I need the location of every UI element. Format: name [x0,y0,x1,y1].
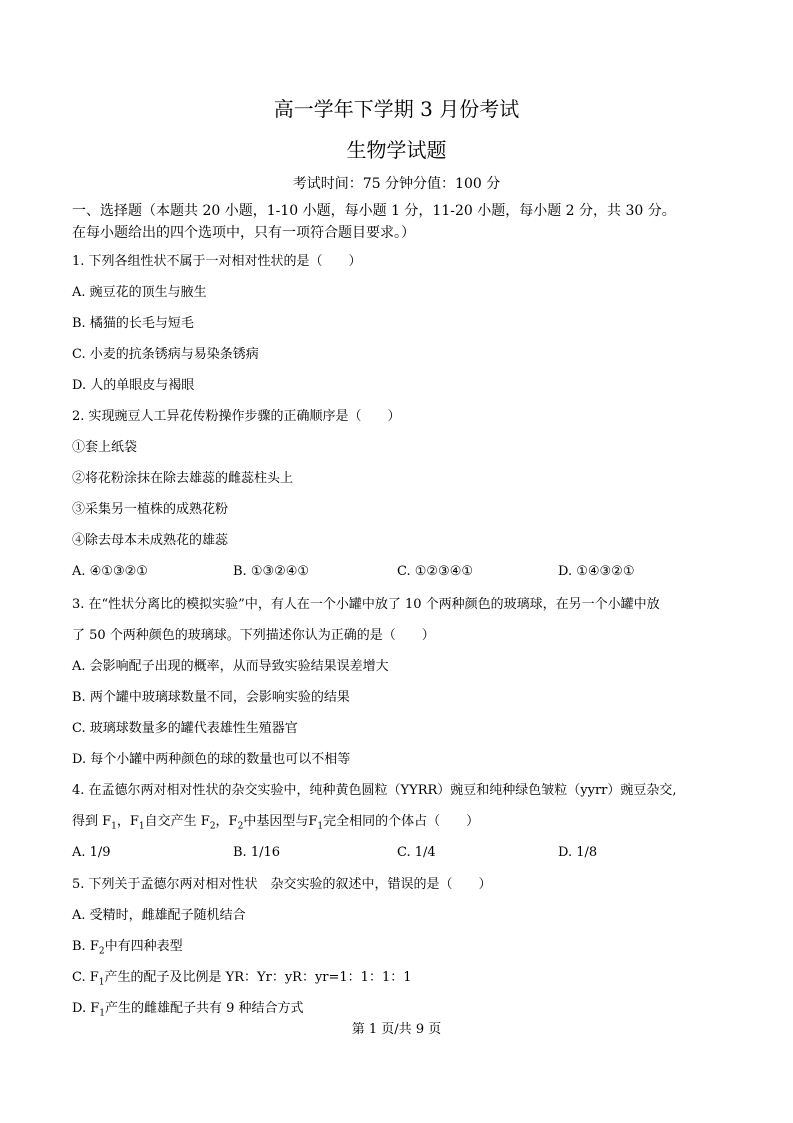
exam-info: 考试时间：75 分钟分值：100 分 [292,176,501,192]
q5-stem: 5. 下列关于孟德尔两对相对性状 杂交实验的叙述中，错误的是（ ） [72,877,492,892]
q3-option-b: B. 两个罐中玻璃球数量不同，会影响实验的结果 [72,690,350,705]
q2-option-b: B. ①③②④① [233,564,310,579]
q2-option-a: A. ④①③②① [72,564,148,579]
q5-option-c: C. $F_1$产生的配子及比例是 YR：Yr：yR：yr=1：1：1：1 [72,970,412,988]
section-heading-line2: 在每小题给出的四个选项中，只有一项符合题目要求。） [72,225,415,241]
q2-step-4: ④除去母本未成熟花的雄蕊 [72,533,229,548]
q3-option-c: C. 玻璃球数量多的罐代表雄性生殖器官 [72,721,298,736]
q3-stem-line2: 了 50 个两种颜色的玻璃球。下列描述你认为正确的是（ ） [72,628,435,643]
q5-option-a: A. 受精时，雌雄配子随机结合 [72,908,246,923]
section-heading-line1: 一、选择题（本题共 20 小题，1-10 小题，每小题 1 分，11-20 小题，每小题 2 分，共 30 分。 [72,203,676,219]
q5-option-b: B. $F_2$中有四种表型 [72,939,183,957]
exam-subject: 生物学试题 [346,138,447,162]
q4-option-c: C. 1/4 [397,845,436,860]
q2-step-3: ③采集另一植株的成熟花粉 [72,502,229,517]
q1-option-b: B. 橘猫的长毛与短毛 [72,316,194,331]
q3-option-d: D. 每个小罐中两种颜色的球的数量也可以不相等 [72,752,351,767]
q1-option-a: A. 豌豆花的顶生与腋生 [72,285,207,300]
q2-stem: 2. 实现豌豆人工异花传粉操作步骤的正确顺序是（ ） [72,409,401,424]
q2-option-d: D. ①④③②① [558,564,635,579]
q1-stem: 1. 下列各组性状不属于一对相对性状的是（ ） [72,254,362,269]
q2-step-2: ②将花粉涂抹在除去雄蕊的雌蕊柱头上 [72,471,294,486]
page-footer: 第 1 页/共 9 页 [351,1022,442,1037]
q4-stem-line2: 得到 $F_1$，$F_1$自交产生 $F_2$，$F_2$中基因型与$F_1$完全相同的个体占（ ） [72,814,480,832]
q4-stem-line1: 4. 在孟德尔两对相对性状的杂交实验中，纯种黄色圆粒（YYRR）豌豆和纯种绿色皱粒（yyrr）豌豆杂交, [72,783,677,798]
exam-title: 高一学年下学期 3 月份考试 [273,97,520,121]
q3-option-a: A. 会影响配子出现的概率，从而导致实验结果误差增大 [72,659,389,674]
q5-option-d: D. $F_1$产生的雌雄配子共有 9 种结合方式 [72,1001,304,1019]
q4-option-d: D. 1/8 [558,845,598,860]
q2-step-1: ①套上纸袋 [72,440,138,455]
q4-option-b: B. 1/16 [233,845,281,860]
q3-stem-line1: 3. 在“性状分离比的模拟实验”中，有人在一个小罐中放了 10 个两种颜色的玻璃球，在另一个小罐中放 [72,597,660,612]
q1-option-d: D. 人的单眼皮与褐眼 [72,378,195,393]
q4-option-a: A. 1/9 [72,845,111,860]
q1-option-c: C. 小麦的抗条锈病与易染条锈病 [72,347,259,362]
q2-option-c: C. ①②③④① [397,564,474,579]
